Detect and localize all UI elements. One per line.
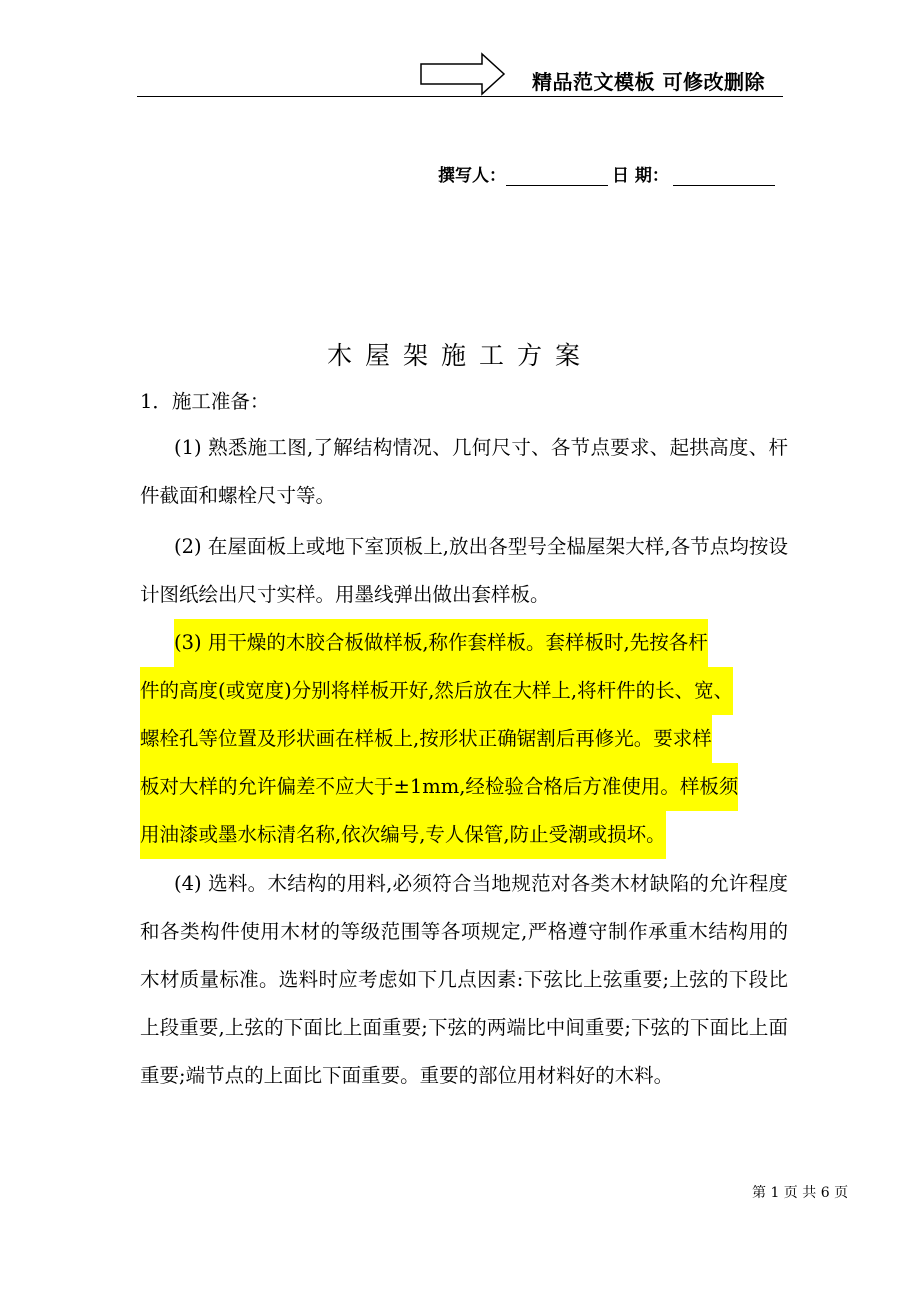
highlighted-line: 板对大样的允许偏差不应大于±1mm,经检验合格后方准使用。样板须 — [140, 763, 738, 811]
document-title: 木屋架施工方案 — [326, 341, 593, 370]
header-banner-text: 精品范文模板 可修改删除 — [532, 70, 765, 94]
paragraph-1 — [140, 424, 788, 520]
author-blank — [506, 167, 608, 186]
author-row — [438, 161, 775, 186]
date-blank — [673, 167, 775, 186]
paragraph-2 — [140, 523, 788, 619]
highlighted-line: 件的高度(或宽度)分别将样板开好,然后放在大样上,将杆件的长、宽、 — [140, 667, 733, 715]
paragraph-2-text: (2) 在屋面板上或地下室顶板上,放出各型号全榀屋架大样,各节点均按设计图纸绘出尺寸实样。用墨线弹出做出套样板。 — [140, 535, 788, 606]
arrow-icon — [420, 52, 506, 96]
paragraph-4 — [140, 860, 788, 1100]
date-label: 日 期： — [612, 166, 669, 186]
author-label: 撰写人： — [438, 166, 506, 186]
highlighted-line: (3) 用干燥的木胶合板做样板,称作套样板。套样板时,先按各杆 — [174, 619, 708, 667]
page-number: 第 1 页 共 6 页 — [752, 1185, 849, 1201]
paragraph-1-text: (1) 熟悉施工图,了解结构情况、几何尺寸、各节点要求、起拱高度、杆件截面和螺栓尺寸等。 — [140, 436, 788, 507]
highlighted-line: 螺栓孔等位置及形状画在样板上,按形状正确锯割后再修光。要求样 — [140, 715, 712, 763]
highlighted-line: 用油漆或墨水标清名称,依次编号,专人保管,防止受潮或损坏。 — [140, 811, 666, 859]
header-divider — [137, 96, 783, 97]
paragraph-3-highlighted — [140, 619, 788, 859]
paragraph-4-text: (4) 选料。木结构的用料,必须符合当地规范对各类木材缺陷的允许程度和各类构件使用木材的等级范围等各项规定,严格遵守制作承重木结构用的木材质量标准。选料时应考虑如下几点因素:下弦比上弦重要;上弦的下段比上段重要,上弦的下面比上面重要;下弦的两端比中间重要;下弦的下面比上面重要;端节点的上面比下面重要。重要的部位用材料好的木料。 — [140, 872, 788, 1087]
section-heading: 1．施工准备： — [140, 390, 270, 413]
